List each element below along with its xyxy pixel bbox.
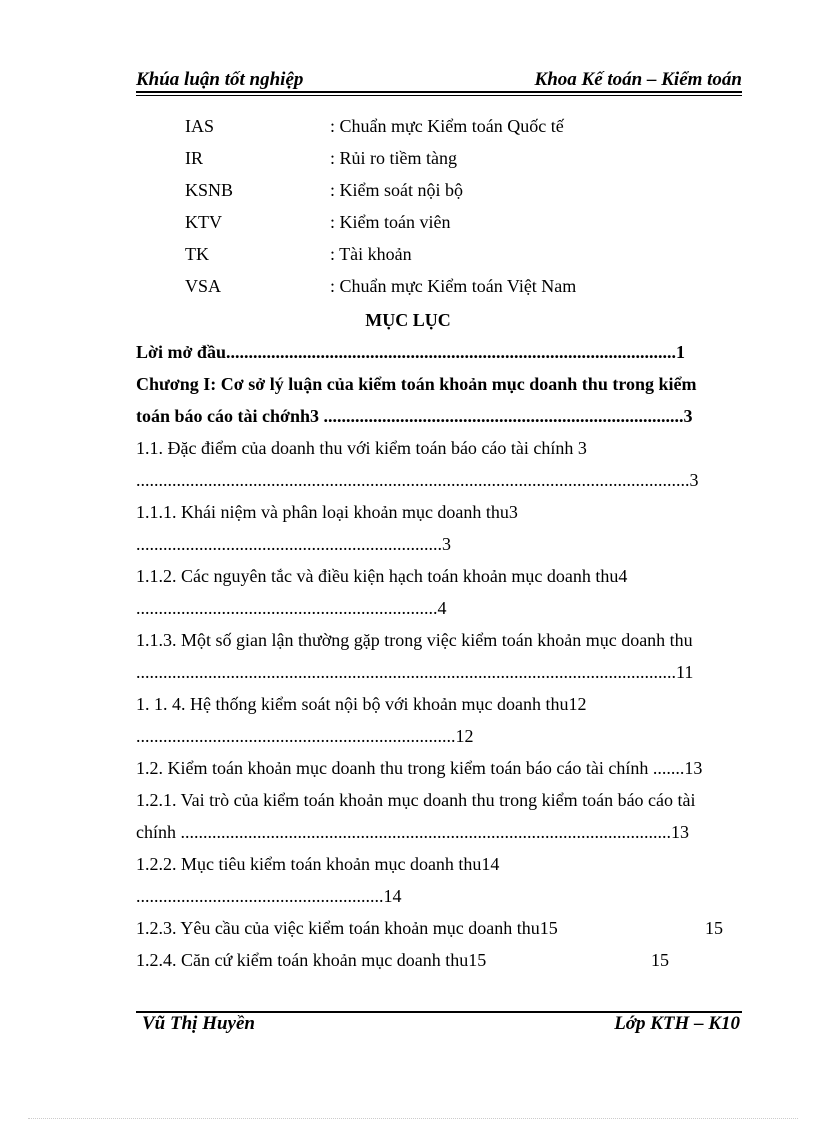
toc-entry-1-2-3: 1.2.3. Yêu cầu của việc kiểm toán khoản mục doanh thu15 [136,918,558,938]
abbreviation-meaning: : Chuẩn mực Kiểm toán Việt Nam [330,276,577,296]
toc-entry-introduction: Lời mở đầu....................................................................................................1 [136,342,685,362]
abbreviation-code: KTV [185,212,222,232]
toc-dots: ....................................................................3 [136,534,451,554]
toc-dots: ........................................................................................................................11 [136,662,694,682]
abbreviation-meaning: : Tài khoản [330,244,412,264]
page-edge-divider [28,1118,798,1119]
abbreviation-code: TK [185,244,209,264]
footer-class: Lớp KTH – K10 [614,1013,740,1034]
toc-entry-1-1: 1.1. Đặc điểm của doanh thu với kiểm toán báo cáo tài chính 3 [136,438,587,458]
toc-entry-1-2: 1.2. Kiểm toán khoản mục doanh thu trong kiểm toán báo cáo tài chính .......13 [136,758,703,778]
footer-author: Vũ Thị Huyền [142,1013,255,1034]
toc-page-number: 15 [705,918,723,938]
toc-entry-1-2-2: 1.2.2. Mục tiêu kiểm toán khoản mục doanh thu14 [136,854,500,874]
toc-dots: ...................................................................4 [136,598,447,618]
toc-dots: .......................................................14 [136,886,402,906]
abbreviation-code: KSNB [185,180,234,200]
toc-entry-1-2-1: 1.2.1. Vai trò của kiểm toán khoản mục doanh thu trong kiểm toán báo cáo tài [136,790,696,810]
abbreviation-code: VSA [185,276,222,296]
header-department-label: Khoa Kế toán – Kiểm toán [534,69,742,90]
toc-dots: .......................................................................12 [136,726,474,746]
toc-entry-1-2-4: 1.2.4. Căn cứ kiểm toán khoản mục doanh thu15 [136,950,487,970]
toc-entry-chapter-1-cont: toán báo cáo tài chớnh3 ................................................................................3 [136,406,693,426]
toc-page-number: 15 [651,950,669,970]
toc-entry-chapter-1: Chương I: Cơ sở lý luận của kiểm toán khoản mục doanh thu trong kiểm [136,374,697,394]
toc-entry-1-1-4: 1. 1. 4. Hệ thống kiểm soát nội bộ với khoản mục doanh thu12 [136,694,587,714]
abbreviation-meaning: : Chuẩn mực Kiểm toán Quốc tế [330,116,564,136]
toc-entry-1-1-3: 1.1.3. Một số gian lận thường gặp trong việc kiểm toán khoản mục doanh thu [136,630,693,650]
abbreviation-code: IR [185,148,203,168]
abbreviation-code: IAS [185,116,215,136]
header-rule-thick [136,91,742,93]
page-header [136,66,742,92]
toc-entry-1-1-2: 1.1.2. Các nguyên tắc và điều kiện hạch toán khoản mục doanh thu4 [136,566,628,586]
toc-title: MỤC LỤC [365,310,451,330]
abbreviation-meaning: : Kiểm soát nội bộ [330,180,463,200]
toc-entry-1-2-1-cont: chính .............................................................................................................13 [136,822,689,842]
header-thesis-label: Khúa luận tốt nghiệp [136,69,304,90]
page-footer [136,1013,742,1039]
toc-entry-1-1-1: 1.1.1. Khái niệm và phân loại khoản mục doanh thu3 [136,502,518,522]
abbreviation-meaning: : Rủi ro tiềm tàng [330,148,457,168]
toc-dots: ...........................................................................................................................3 [136,470,699,490]
abbreviation-meaning: : Kiểm toán viên [330,212,451,232]
header-rule-thin [136,95,742,96]
